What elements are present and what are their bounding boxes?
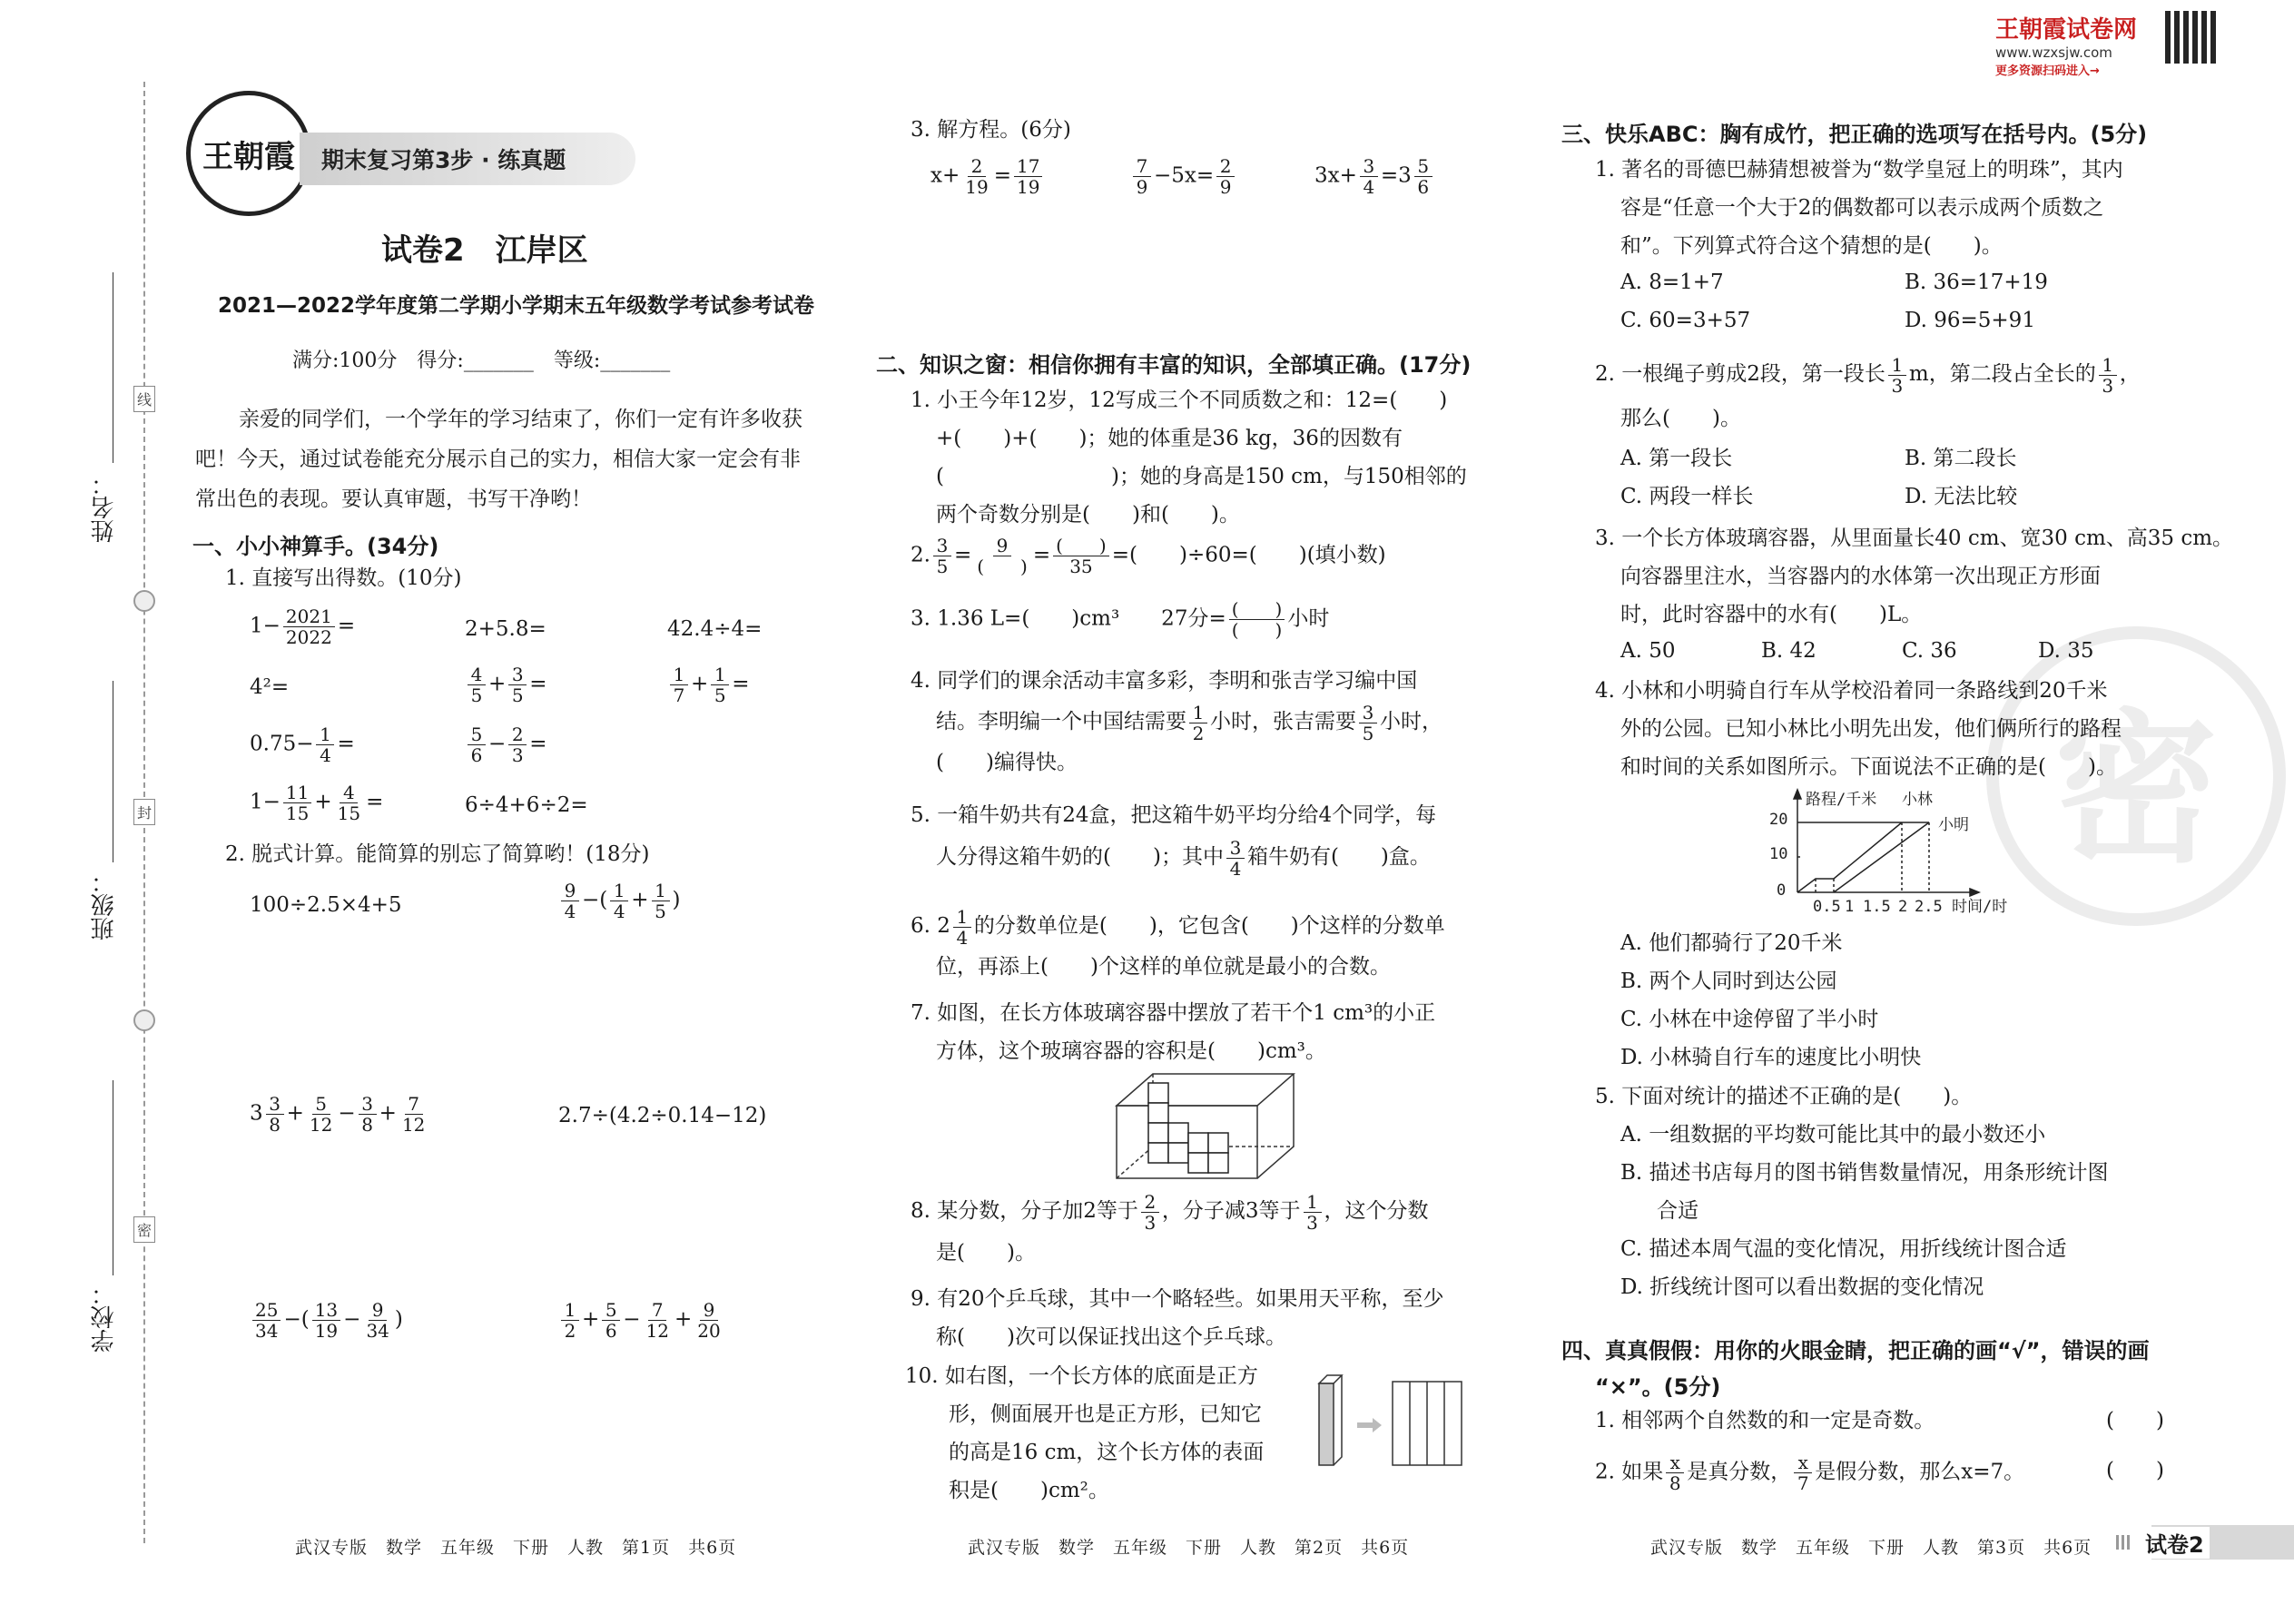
option[interactable]: C. 描述本周气温的变化情况，用折线统计图合适	[1620, 1237, 2067, 1261]
option[interactable]: C. 小林在中途停留了半小时	[1620, 1008, 1879, 1031]
text-line: 和”。下列算式符合这个猜想的是( )。	[1620, 234, 2003, 258]
graph-x-tick: 2	[1898, 898, 1908, 916]
text-line: 是( )。	[936, 1241, 1036, 1265]
banner	[300, 133, 635, 185]
qr-code-icon[interactable]	[2165, 11, 2218, 64]
section-4-heading-cont: “×”。(5分)	[1595, 1374, 1721, 1400]
text-line: 向容器里注水，当容器内的水体第一次出现正方形面	[1620, 565, 2101, 588]
expr-item: $\frac{9}{4}$ −( $\frac{1}{4}$ + $\frac{1}{5}$ )	[558, 881, 681, 921]
text-line: 1. 小王今年12岁，12写成三个不同质数之和：12=( )	[911, 389, 1448, 412]
punch-hole	[133, 590, 155, 612]
equation: $\frac{7}{9}$ −5x= $\frac{2}{9}$	[1130, 156, 1237, 197]
class-label: 班级：	[91, 870, 118, 940]
text-line: 9. 有20个乒乓球，其中一个略轻些。如果用天平称，至少	[911, 1287, 1444, 1311]
text-line: 8. 某分数，分子加2等于 $\frac{2}{3}$ ，分子减3等于 $\frac{1}{3}$ ，这个分数	[911, 1190, 1429, 1234]
choice-q3	[1595, 519, 2233, 634]
option[interactable]: C. 两段一样长	[1620, 485, 1754, 508]
graph-series-2: 小明	[1938, 816, 1969, 834]
knowledge-q8	[911, 1187, 1429, 1271]
option[interactable]: A. 一组数据的平均数可能比其中的最小数还小	[1620, 1123, 2046, 1147]
option[interactable]: B. 第二段长	[1905, 447, 2017, 470]
text-line: 7. 如图，在长方体玻璃容器中摆放了若干个1 cm³的小正	[911, 1001, 1436, 1025]
option-continuation: 合适	[1657, 1199, 1698, 1223]
footer-page-1: 武汉专版 数学 五年级 下册 人教 第1页 共6页	[295, 1538, 737, 1558]
knowledge-q6	[911, 903, 1445, 985]
footer-page-2: 武汉专版 数学 五年级 下册 人教 第2页 共6页	[968, 1538, 1410, 1558]
graph-line-xiaolin	[1797, 822, 1902, 892]
knowledge-q9	[911, 1280, 1444, 1356]
graph-x-tick: 2.5	[1915, 898, 1943, 916]
graph-line-xiaoming	[1834, 822, 1929, 892]
brand-tagline: 更多资源扫码进入→	[1995, 64, 2100, 78]
calc-item: 1− $\frac{11}{15}$ + $\frac{4}{15}$ =	[250, 782, 384, 824]
text-line: 形，侧面展开也是正方形，已知它	[949, 1403, 1262, 1426]
intro-line: 亲爱的同学们，一个学年的学习结束了，你们一定有许多收获	[239, 408, 802, 431]
text-line: 两个奇数分别是( )和( )。	[936, 503, 1240, 527]
option[interactable]: D. 折线统计图可以看出数据的变化情况	[1620, 1275, 1984, 1299]
choice-q2: 2. 一根绳子剪成2段，第一段长 $\frac{1}{3}$ m，第二段占全长的 $\frac{1}{3}$ ，	[1595, 353, 2141, 397]
section-1-heading: 一、小小神算手。(34分)	[192, 534, 439, 559]
text-line: +( )+( )；她的体重是36 kg，36的因数有	[936, 427, 1403, 450]
expr-item: 100÷2.5×4+5	[250, 893, 402, 917]
choice-q4	[1595, 672, 2122, 786]
calc-item: 0.75− $\frac{1}{4}$ =	[250, 723, 355, 766]
option[interactable]: A. 50	[1620, 639, 1676, 663]
expr-item: $\frac{25}{34}$ −( $\frac{13}{19}$ − $\frac{9}{34}$ )	[250, 1300, 403, 1341]
option[interactable]: D. 小林骑自行车的速度比小明快	[1620, 1046, 1922, 1069]
text-line: 位，再添上( )个这样的单位就是最小的合数。	[936, 955, 1391, 979]
arrow-right-icon	[1357, 1418, 1382, 1432]
knowledge-q10	[905, 1357, 1264, 1510]
school-label: 学校：	[91, 1282, 118, 1353]
knowledge-q5	[911, 797, 1436, 881]
calc-item: $\frac{1}{7}$ + $\frac{1}{5}$ =	[667, 664, 750, 705]
option[interactable]: A. 8=1+7	[1620, 271, 1724, 294]
q1-heading: 1. 直接写出得数。(10分)	[225, 566, 462, 590]
subtitle: 2021—2022学年度第二学期小学期末五年级数学考试参考试卷	[218, 294, 815, 318]
graph-x-tick: 1.5	[1863, 898, 1891, 916]
equation: x+ $\frac{2}{19}$ = $\frac{17}{19}$	[930, 156, 1045, 197]
option[interactable]: A. 第一段长	[1620, 447, 1733, 470]
knowledge-q4	[911, 663, 1442, 781]
section-2-heading: 二、知识之窗：相信你拥有丰富的知识，全部填正确。(17分)	[876, 352, 1472, 378]
text-line: ( )；她的身高是150 cm，与150相邻的	[936, 465, 1467, 488]
tf-q1: 1. 相邻两个自然数的和一定是奇数。	[1595, 1409, 1935, 1432]
text-line: 时，此时容器中的水有( )L。	[1620, 603, 1923, 626]
option[interactable]: B. 两个人同时到达公园	[1620, 969, 1837, 993]
cut-label-seal: 封	[133, 799, 155, 825]
text-line: 5. 一箱牛奶共有24盒，把这箱牛奶平均分给4个同学，每	[911, 803, 1437, 827]
cube-container-figure	[1112, 1069, 1298, 1183]
option[interactable]: B. 36=17+19	[1905, 271, 2048, 294]
text-line: 10. 如右图，一个长方体的底面是正方	[905, 1364, 1258, 1388]
paper-tag	[2111, 1525, 2294, 1560]
q3-heading: 3. 解方程。(6分)	[911, 118, 1071, 142]
banner-text: 期末复习第3步 · 练真题	[321, 147, 566, 173]
logo-text: 王朝霞	[202, 138, 295, 175]
text-line: 积是( )cm²。	[949, 1479, 1109, 1502]
graph-y-tick: 0	[1777, 881, 1787, 900]
calc-item: $\frac{5}{6}$ − $\frac{2}{3}$ =	[465, 724, 547, 765]
calc-item: 4²=	[250, 675, 290, 699]
text-line: 6. 2 $\frac{1}{4}$ 的分数单位是( )，它包含( )个这样的分数单	[911, 905, 1445, 949]
calc-item: 6÷4+6÷2=	[465, 793, 588, 817]
text-line: 4. 同学们的课余活动丰富多彩，李明和张吉学习编中国	[911, 669, 1418, 693]
q2-heading: 2. 脱式计算。能简算的别忘了简算哟！(18分)	[225, 842, 650, 866]
text-line: 人分得这箱牛奶的( )；其中 $\frac{3}{4}$ 箱牛奶有( )盒。	[936, 836, 1431, 880]
grid-icon	[2116, 1535, 2131, 1550]
text-line: 那么( )。	[1620, 407, 1741, 430]
option[interactable]: A. 他们都骑行了20千米	[1620, 931, 1843, 955]
graph-y-title: 路程/千米	[1806, 791, 1877, 809]
distance-time-graph	[1757, 788, 2029, 924]
option[interactable]: B. 42	[1761, 639, 1816, 663]
option[interactable]: C. 60=3+57	[1620, 309, 1751, 332]
section-3-heading: 三、快乐ABC：胸有成竹，把正确的选项写在括号内。(5分)	[1561, 122, 2148, 147]
text-line: 和时间的关系如图所示。下面说法不正确的是( )。	[1620, 755, 2117, 779]
option[interactable]: B. 描述书店每月的图书销售数量情况，用条形统计图	[1620, 1161, 2109, 1185]
brand-logo	[186, 91, 311, 216]
cut-label-line: 线	[133, 386, 155, 412]
cuboid-unfold-figure	[1316, 1373, 1466, 1468]
knowledge-q1	[911, 381, 1467, 534]
calc-item: 1− $\frac{2021}{2022}$ =	[250, 605, 356, 648]
choice-q5: 5. 下面对统计的描述不正确的是( )。	[1595, 1085, 1973, 1108]
expr-item: 2.7÷(4.2÷0.14−12)	[558, 1104, 767, 1127]
text-line: 称( )次可以保证找出这个乒乓球。	[936, 1325, 1286, 1349]
option[interactable]: D. 35	[2038, 639, 2094, 663]
expr-item: 3 $\frac{3}{8}$ + $\frac{5}{12}$ − $\frac{3}{8}$ + $\frac{7}{12}$	[250, 1093, 426, 1136]
text-line: ( )编得快。	[936, 751, 1078, 774]
text-line: 1. 著名的哥德巴赫猜想被誉为“数学皇冠上的明珠”，其内	[1595, 158, 2123, 182]
brand-url[interactable]: www.wzxsjw.com	[1995, 44, 2112, 61]
text-line: 4. 小林和小明骑自行车从学校沿着同一条路线到20千米	[1595, 679, 2108, 703]
text-line: 结。李明编一个中国结需要 $\frac{1}{2}$ 小时，张吉需要 $\frac{3}{5}$ 小时，	[936, 701, 1442, 744]
cut-label-secret: 密	[133, 1216, 155, 1243]
graph-x-title: 时间/时	[1952, 898, 2008, 916]
graph-x-tick: 1	[1845, 898, 1855, 916]
calc-item: 2+5.8=	[465, 617, 546, 641]
expr-item: $\frac{1}{2}$ + $\frac{5}{6}$ − $\frac{7}{12}$ + $\frac{9}{20}$	[558, 1300, 726, 1341]
intro-line: 吧！今天，通过试卷能充分展示自己的实力，相信大家一定会有非	[195, 448, 801, 471]
section-4-heading: 四、真真假假：用你的火眼金睛，把正确的画“√”，错误的画	[1561, 1338, 2150, 1363]
graph-x-tick: 0.5	[1813, 898, 1841, 916]
graph-series-1: 小林	[1902, 791, 1933, 809]
option[interactable]: D. 96=5+91	[1905, 309, 2035, 332]
intro-line: 常出色的表现。要认真审题，书写干净哟！	[195, 487, 592, 511]
footer-page-3: 武汉专版 数学 五年级 下册 人教 第3页 共6页	[1650, 1538, 2092, 1558]
text-line: 3. 一个长方体玻璃容器，从里面量长40 cm、宽30 cm、高35 cm。	[1595, 527, 2234, 550]
name-label: 姓名：	[91, 472, 118, 543]
choice-q1	[1595, 151, 2123, 265]
knowledge-q3: 3. 1.36 L=( )cm³ 27分= $\frac{( )}{( )}$ 小时	[911, 598, 1330, 641]
graph-y-tick: 10	[1769, 845, 1788, 863]
option[interactable]: C. 36	[1902, 639, 1957, 663]
text-line: 容是“任意一个大于2的偶数都可以表示成两个质数之	[1620, 196, 2104, 220]
equation: 3x+ $\frac{3}{4}$ =3 $\frac{5}{6}$	[1314, 156, 1435, 197]
knowledge-q7	[911, 994, 1435, 1070]
text-line: 外的公园。已知小林比小明先出发，他们俩所行的路程	[1620, 717, 2122, 741]
graph-y-tick: 20	[1769, 811, 1788, 829]
watermark-seal: 密	[1986, 626, 2286, 926]
calc-item: 42.4÷4=	[667, 617, 763, 641]
option[interactable]: D. 无法比较	[1905, 485, 2018, 508]
tf-q2-answer[interactable]: ( )	[2106, 1459, 2164, 1482]
text-line: 方体，这个玻璃容器的容积是( )cm³。	[936, 1039, 1326, 1063]
tf-q2: 2. 如果 $\frac{x}{8}$ 是真分数， $\frac{x}{7}$ 是假分数，那么x=7。	[1595, 1452, 2025, 1494]
score-line: 满分:100分 得分:_______ 等级:_______	[292, 349, 671, 372]
intro	[195, 399, 802, 519]
brand-name: 王朝霞试卷网	[1995, 16, 2138, 44]
text-line: 的高是16 cm，这个长方体的表面	[949, 1441, 1265, 1464]
page-title: 试卷2 江岸区	[381, 232, 588, 269]
punch-hole	[133, 1009, 155, 1031]
paper-tag-label: 试卷2	[2140, 1527, 2210, 1559]
calc-item: $\frac{4}{5}$ + $\frac{3}{5}$ =	[465, 664, 547, 705]
tf-q1-answer[interactable]: ( )	[2106, 1409, 2164, 1432]
knowledge-q2: 2. $\frac{3}{5}$ = $\frac{9}{( )}$ = $\frac{( )}{35}$ =( )÷60=( )(填小数)	[911, 535, 1386, 577]
